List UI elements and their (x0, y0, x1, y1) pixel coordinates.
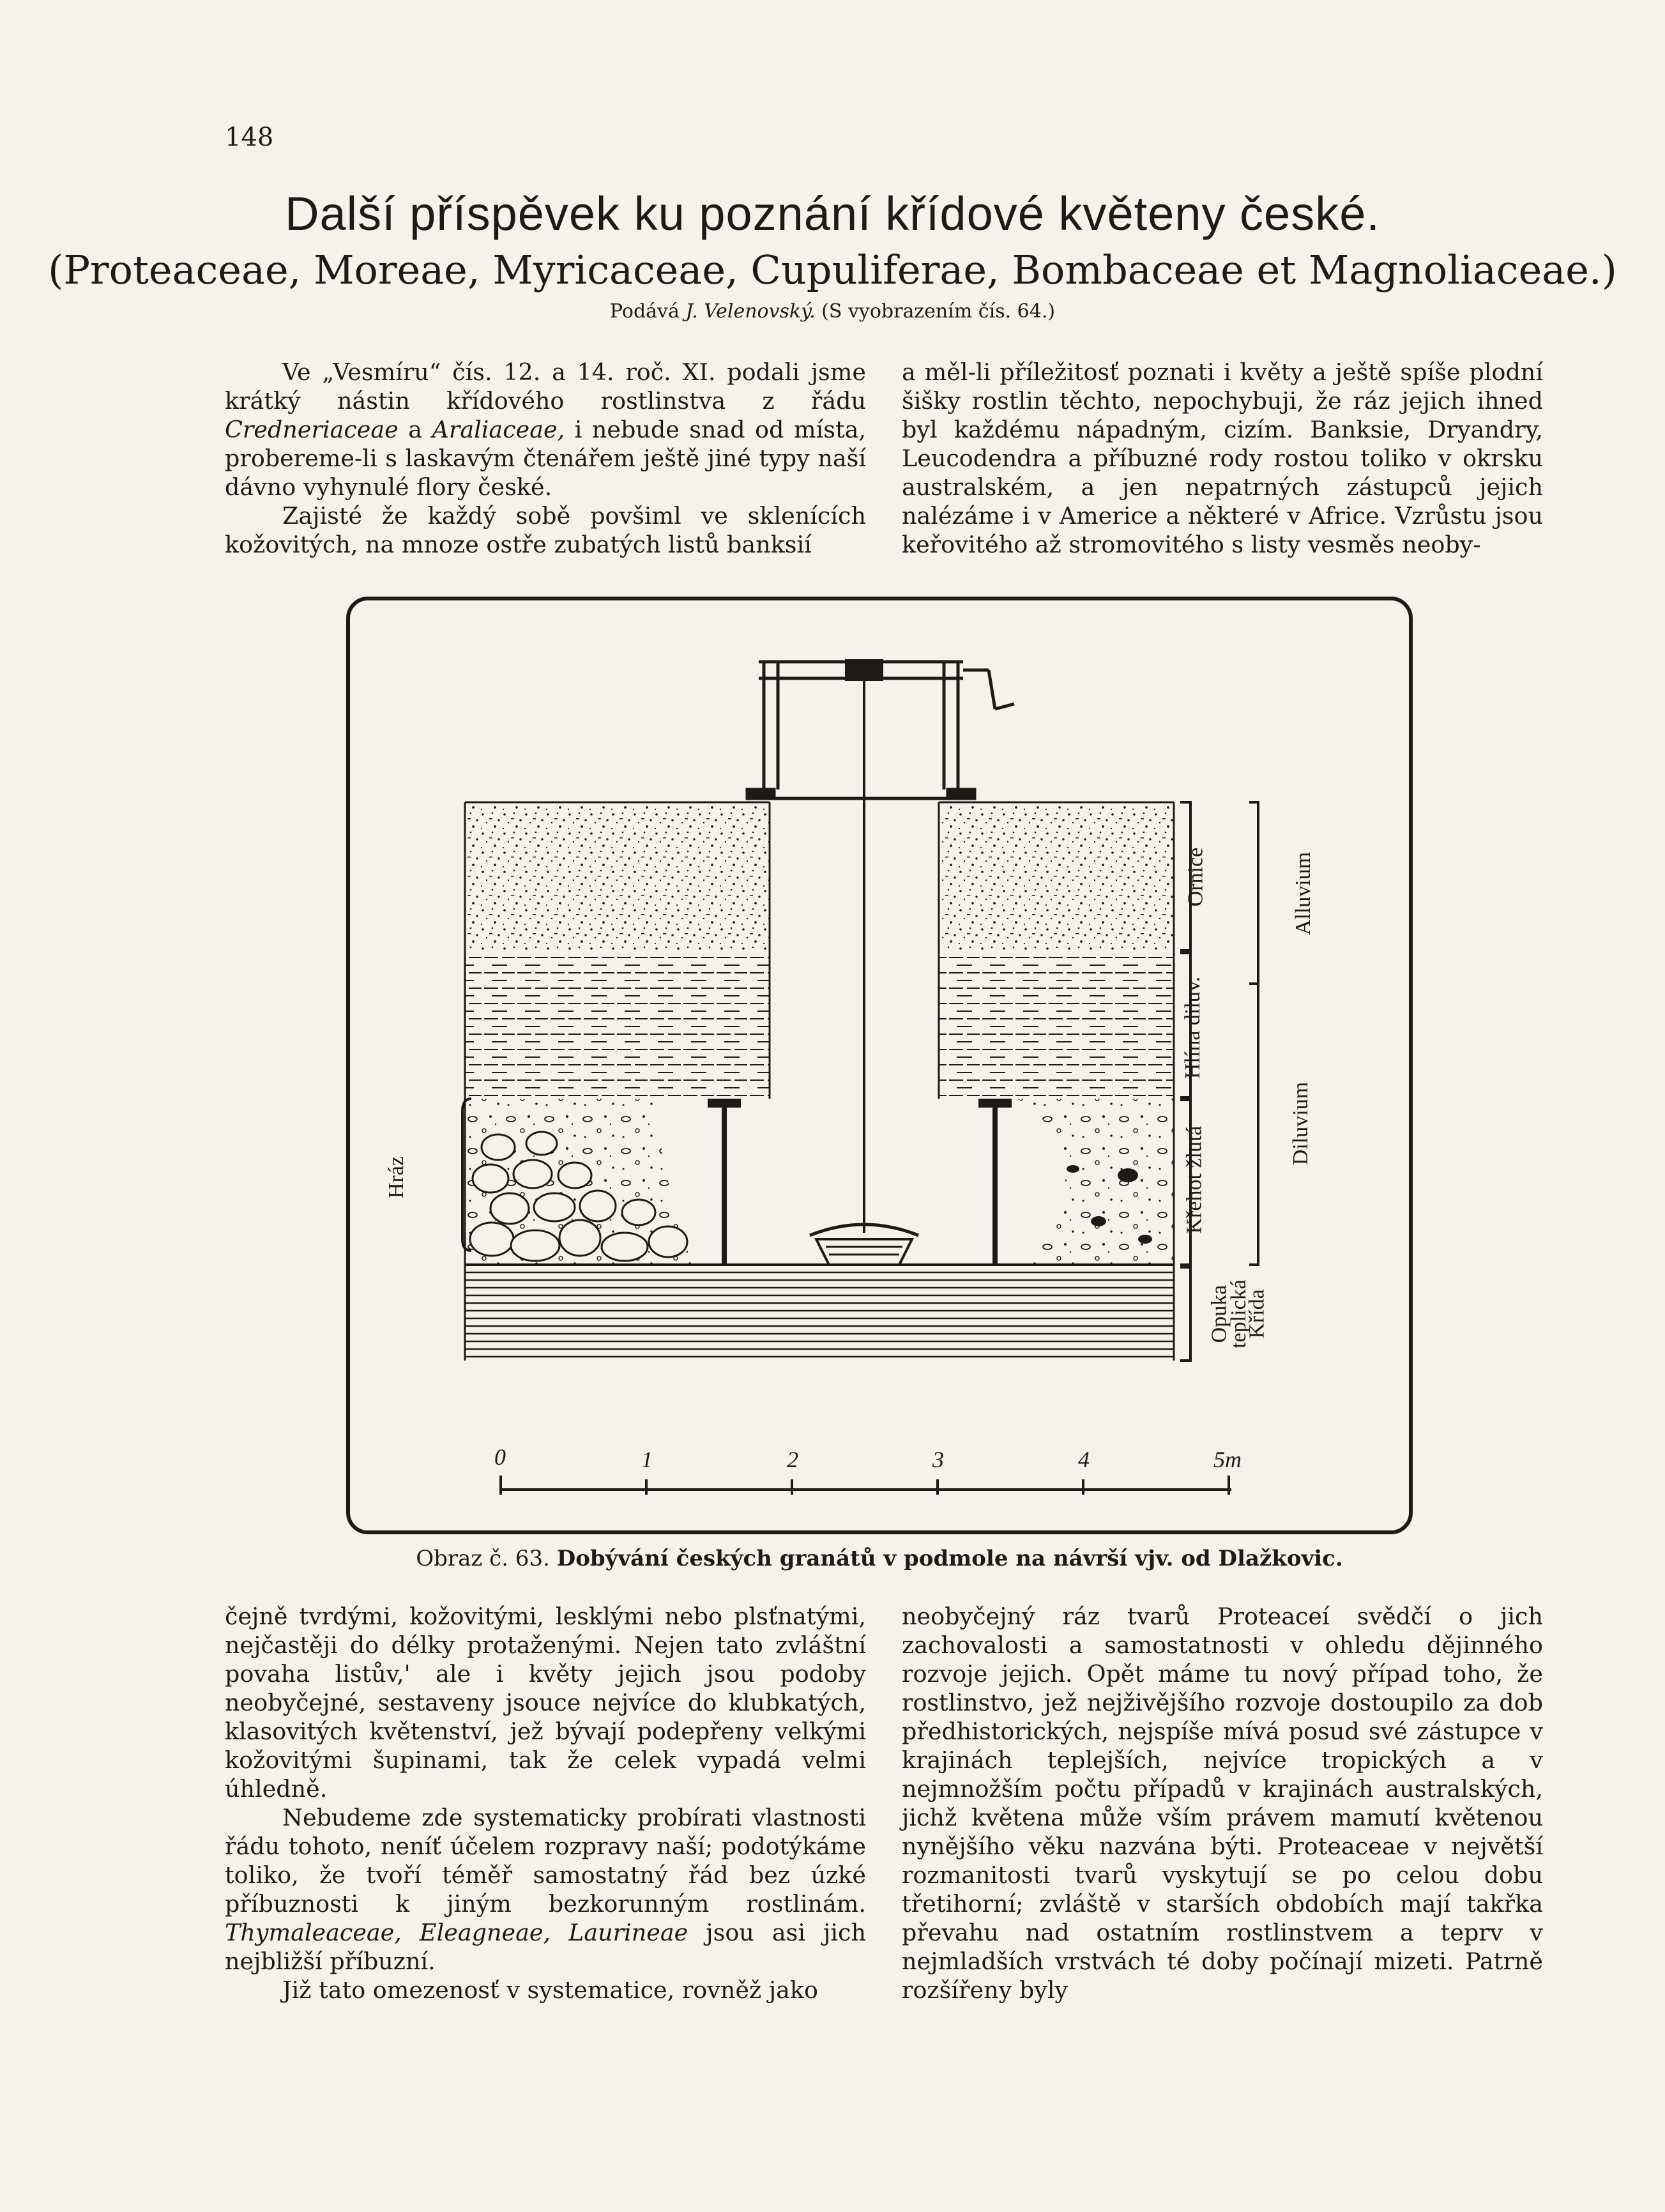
bottom-right-paragraph: neobyčejný ráz tvarů Proteaceí svědčí o jich zachovalosti a samostatnosti v ohledu dějinného rozvoje jejich. Opět máme tu nový případ toho, že rostlinstvo, jež nejživějšího rozvoje dostoupilo za dob předhistorických, nejspíše mívá posud své zástupce v krajinách teplejších, nejvíce tropických a v nejmnožším počtu případů v krajinách australských, jichž květena může vším právem mamutí květenou nynějšího věku nazvána býti. Proteaceae v největší rozmanitosti tvarů vyskytují se po celou dobu třetihorní; zvláště v starších obdobích mají takřka převahu nad ostatním rostlinstvem a teprv v nejmladších vrstvách té doby počínají mizeti. Patrně rozšířeny byly (902, 1603, 1543, 2004)
label-ornice: Ornice (1183, 847, 1208, 907)
clay-left (465, 952, 770, 1099)
label-teplicka: teplická (1226, 1279, 1251, 1348)
scale-1: 1 (641, 1447, 653, 1472)
scale-bar (501, 1476, 1231, 1495)
label-hlina: Hlína diluv. (1181, 976, 1205, 1079)
windlass (747, 662, 1014, 798)
bottom-left-paragraph-2: Nebudeme zde systematicky probírati vlastnosti řádu tohoto, neníť účelem rozpravy naší; podotýkáme toliko, že tvoří téměř samostatný řád bez úzké příbuznosti k jiným bezkorunným rostlinám. Thymaleaceae, Eleagneae, Laurineae jsou asi jich nejbližší příbuzní. (225, 1804, 867, 1975)
label-krida: Křída (1245, 1289, 1269, 1339)
mine-illustration (350, 600, 1417, 1538)
rope-drum (845, 659, 883, 681)
scale-2: 2 (787, 1447, 798, 1472)
top-left-paragraph-2: Zajisté že každý sobě povšiml ve sklenících kožovitých, na mnoze ostře zubatých listů banksií (225, 502, 866, 558)
scale-3: 3 (932, 1447, 944, 1472)
scale-0: 0 (494, 1444, 506, 1470)
figure-caption (346, 1546, 1413, 1571)
label-opuka: Opuka (1207, 1285, 1231, 1343)
page-number: 148 (225, 123, 274, 152)
top-left-column (225, 358, 866, 559)
shaft (770, 802, 939, 1102)
label-krehot: Křehot žlutá (1182, 1125, 1206, 1234)
topsoil-left (465, 805, 770, 952)
mine-figure (346, 597, 1413, 1534)
top-right-paragraph: a měl-li příležitosť poznati i květy a ještě spíše plodní šišky rostlin těchto, nepochybuji, že ráz jejich ihned byl každému nápadným, cizím. Banksie, Dryandry, Leucodendra a příbuzné rody rostou toliko v okrsku australském, a jen nepatrných zástupců jejich nalézáme i v Americe a některé v Africe. Vzrůstu jsou keřovitého až stromovitého s listy vesměs neoby- (902, 358, 1543, 558)
label-alluvium: Alluvium (1291, 851, 1316, 936)
bottom-left-paragraph-1: čejně tvrdými, kožovitými, lesklými nebo plsťnatými, nejčastěji do délky protaženými. Nejen tato zvláštní povaha listův,' ale i květy jejich jsou podoby neobyčejné, sestaveny jsouce nejvíce do klubkatých, klasovitých květenství, jež bývají podepřeny velkými kožovitými šupinami, tak že celek vypadá velmi úhledně. (225, 1603, 866, 1803)
caption-label: Obraz č. 63. (416, 1546, 550, 1571)
clay-right (939, 952, 1174, 1099)
bottom-right-column (902, 1602, 1543, 2004)
bedrock-layers (465, 1265, 1174, 1357)
byline (0, 300, 1665, 323)
scale-4: 4 (1078, 1447, 1090, 1472)
byline-prefix: Podává (609, 300, 680, 323)
byline-author: J. Velenovský. (685, 300, 816, 323)
top-left-paragraph-1: Ve „Vesmíru“ čís. 12. a 14. roč. XI. podali jsme krátký nástin křídového rostlinstva z řádu Credneriaceae a Araliaceae, i nebude snad od místa, probereme-li s laskavým čtenářem ještě jiné typy naší dávno vyhynulé flory české. (225, 358, 867, 501)
article-subtitle: (Proteaceae, Moreae, Myricaceae, Cupuliferae, Bombaceae et Magnoliaceae.) (48, 247, 1617, 293)
caption-text: Dobývání českých granátů v podmole na návrší vjv. od Dlažkovic. (556, 1546, 1343, 1571)
label-diluvium: Diluvium (1289, 1081, 1313, 1166)
bottom-left-column (225, 1602, 866, 2004)
scale-5m: 5m (1213, 1447, 1242, 1472)
byline-note: (S vyobrazením čís. 64.) (821, 300, 1056, 323)
label-hraz: Hráz (384, 1156, 409, 1199)
top-right-column (902, 358, 1543, 559)
topsoil-right (939, 805, 1174, 952)
bottom-left-paragraph-3: Již tato omezenosť v systematice, rovněž jako (282, 1976, 819, 2004)
article-title: Další příspěvek ku poznání křídové květeny české. (285, 187, 1380, 240)
